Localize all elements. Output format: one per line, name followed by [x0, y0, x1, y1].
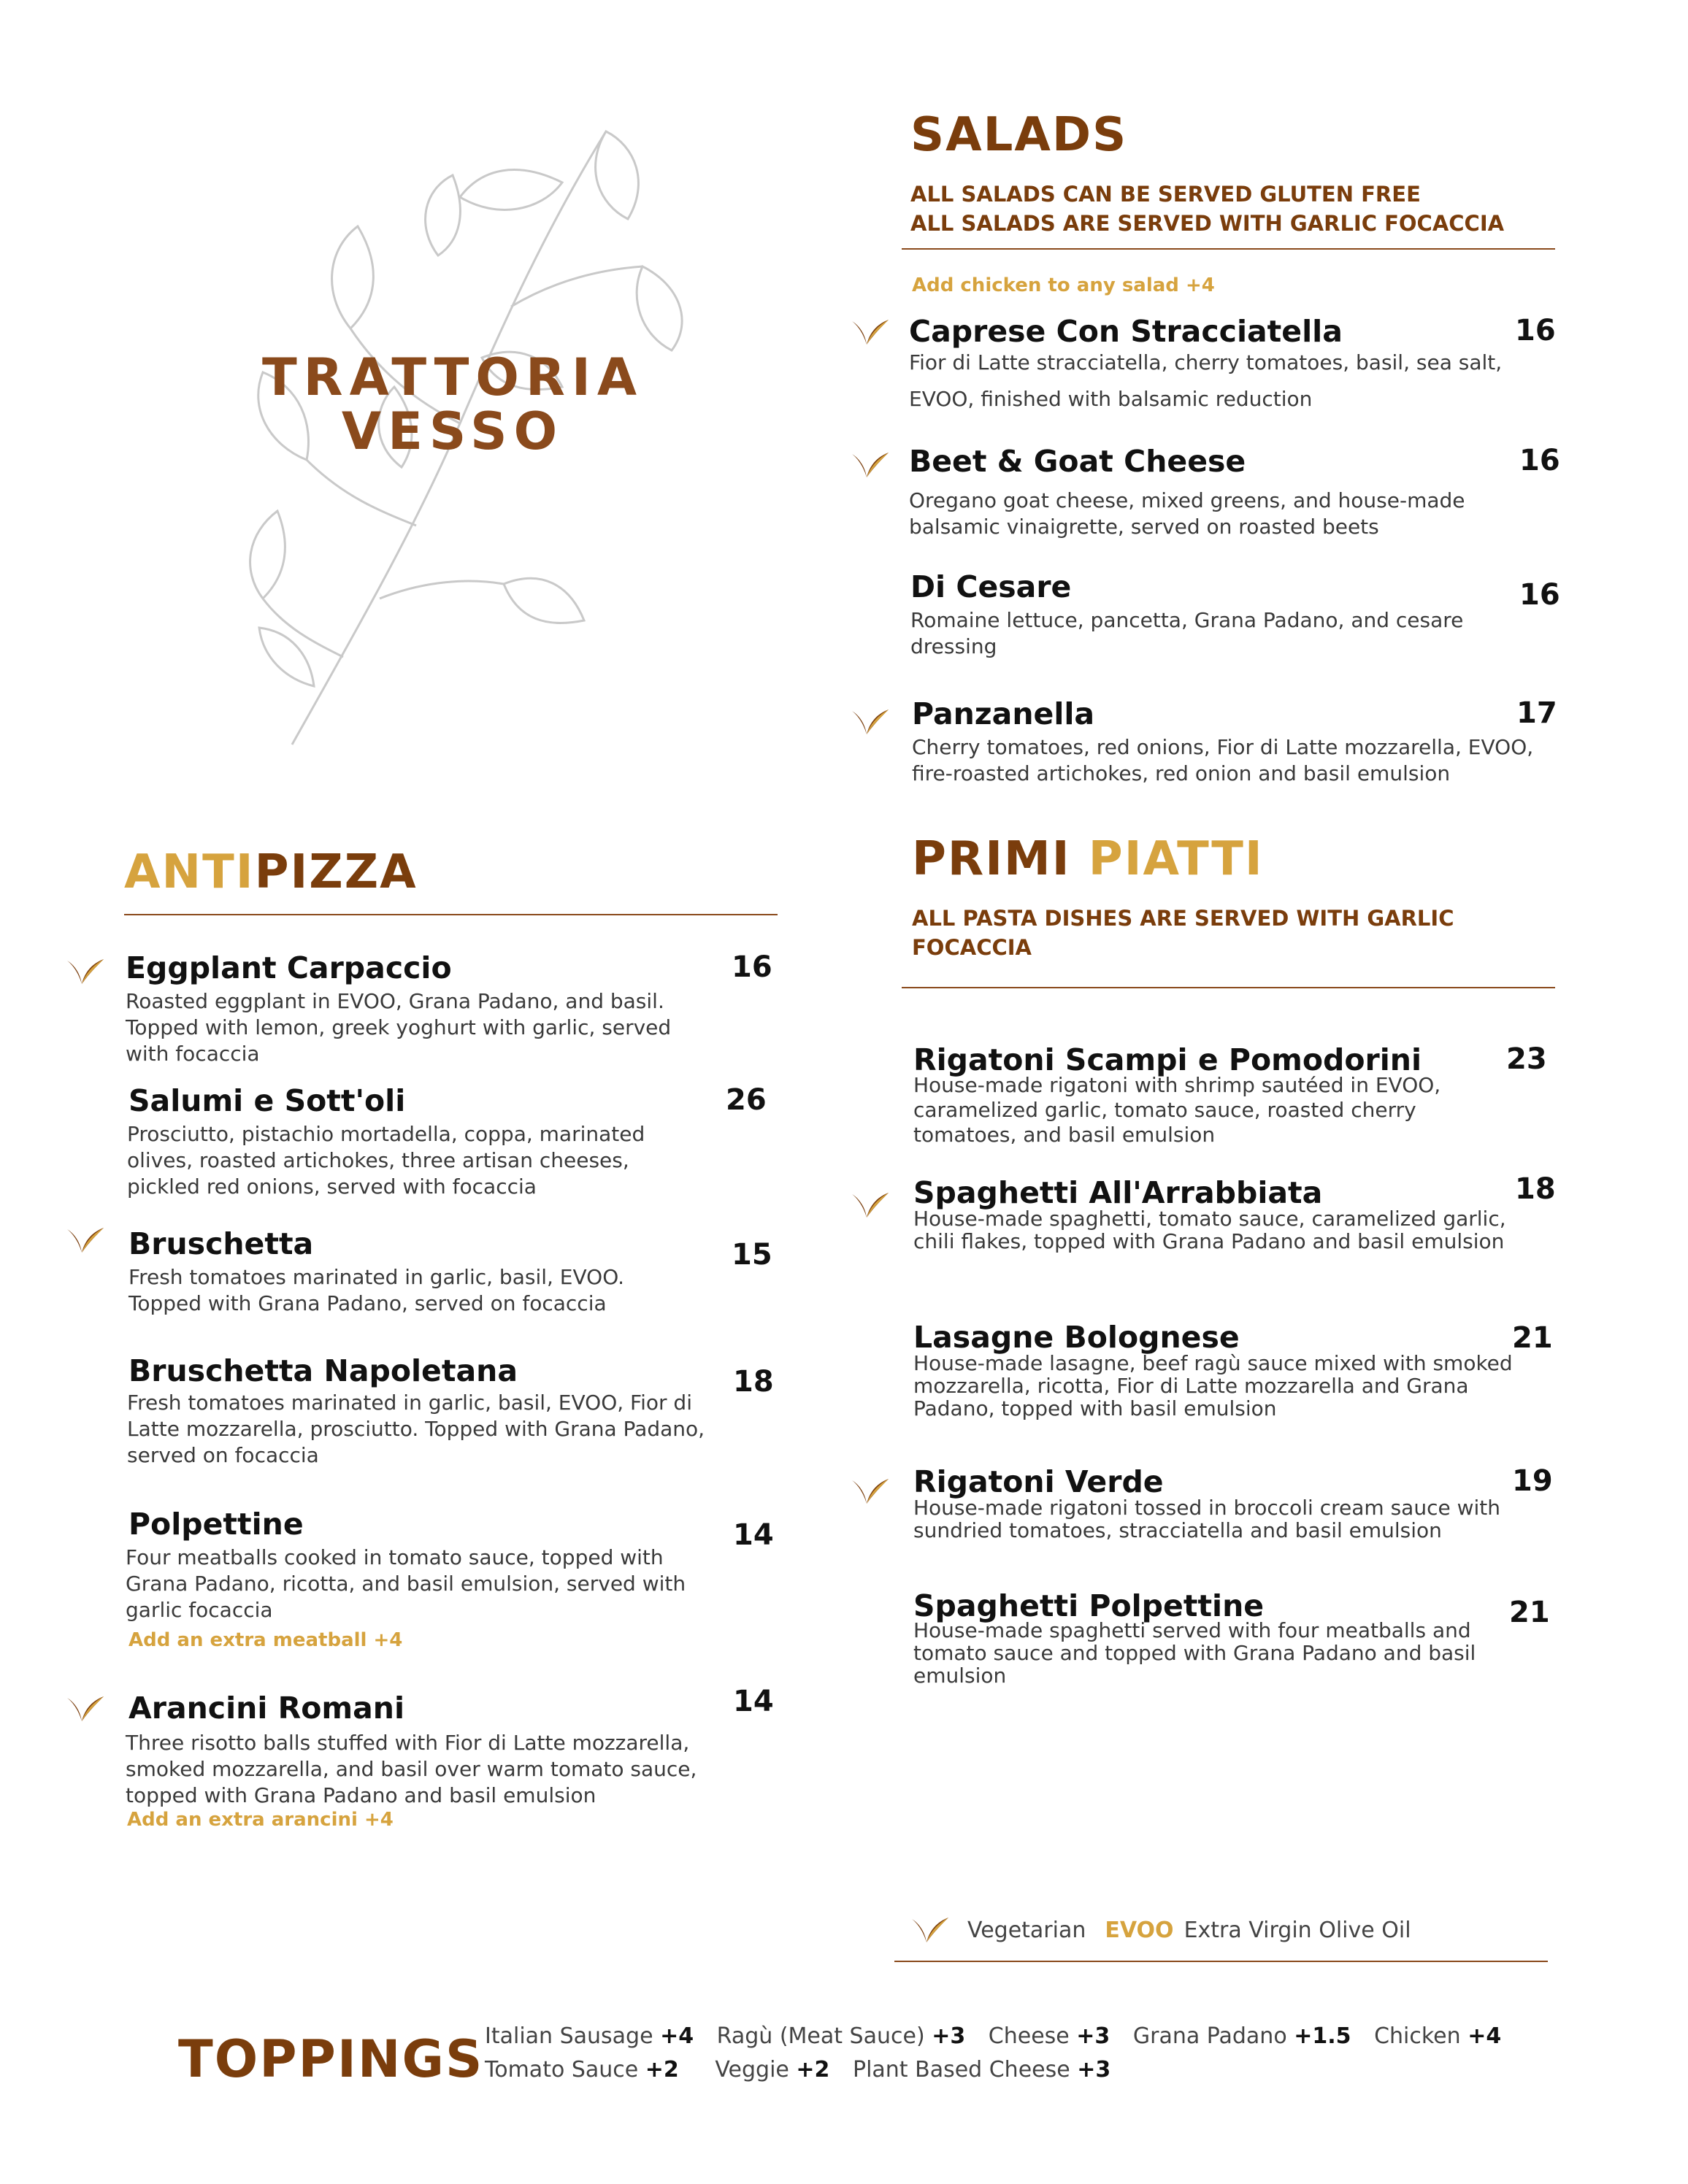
antipizza-item-price: 15 [732, 1238, 772, 1272]
legend-evoo: EVOO [1105, 1917, 1174, 1943]
primi-item-name: Rigatoni Verde [913, 1464, 1164, 1499]
primi-item-name: Spaghetti Polpettine [913, 1588, 1265, 1623]
salad-item-desc: Romaine lettuce, pancetta, Grana Padano, and cesare dressing [910, 608, 1464, 658]
antipizza-item-price: 14 [733, 1518, 774, 1552]
vegetarian-icon [64, 1692, 105, 1726]
vegetarian-icon [64, 955, 105, 988]
salad-item-name: Panzanella [912, 696, 1095, 731]
antipizza-item-name: Arancini Romani [128, 1691, 405, 1726]
antipizza-item-desc: Roasted eggplant in EVOO, Grana Padano, and basil. Topped with lemon, greek yoghurt with garlic, served with focaccia [126, 989, 672, 1066]
antipizza-title-part1: ANTI [124, 845, 255, 899]
primi-item-desc: House-made spaghetti served with four meatballs and tomato sauce and topped with Grana Padano and basil emulsion [913, 1618, 1476, 1688]
antipizza-item-name: Polpettine [128, 1507, 304, 1542]
antipizza-item-desc: Prosciutto, pistachio mortadella, coppa, marinated olives, roasted artichokes, three artisan cheeses, pickled red onions, served with focaccia [127, 1122, 645, 1199]
primi-item-desc: House-made spaghetti, tomato sauce, caramelized garlic, chili flakes, topped with Grana Padano and basil emulsion [913, 1207, 1506, 1253]
antipizza-item-desc: Three risotto balls stuffed with Fior di Latte mozzarella, smoked mozzarella, and basil over warm tomato sauce, topped with Grana Padano and basil emulsion [126, 1731, 697, 1807]
primi-item-desc: House-made lasagne, beef ragù sauce mixed with smoked mozzarella, ricotta, Fior di Latte mozzarella and Grana Padano, topped with basil emulsion [913, 1351, 1513, 1420]
salad-item-name: Caprese Con Stracciatella [909, 314, 1343, 349]
antipizza-divider [124, 914, 778, 915]
legend [909, 1910, 1411, 1950]
antipizza-addon: Add an extra arancini +4 [127, 1809, 394, 1831]
primi-item-desc: House-made rigatoni tossed in broccoli cream sauce with sundried tomatoes, stracciatella and basil emulsion [913, 1496, 1501, 1542]
primi-item-price: 21 [1512, 1321, 1553, 1355]
salads-title: SALADS [910, 108, 1128, 162]
antipizza-item-desc: Four meatballs cooked in tomato sauce, topped with Grana Padano, ricotta, and basil emulsion, served with garlic focaccia [126, 1545, 686, 1622]
primi-item-price: 21 [1509, 1596, 1550, 1629]
salad-item-price: 16 [1519, 578, 1560, 612]
antipizza-item-price: 16 [732, 950, 772, 984]
toppings-title: TOPPINGS [178, 2029, 484, 2089]
topping-item: Chicken +4 [1374, 2023, 1502, 2049]
salads-note-1: ALL SALADS CAN BE SERVED GLUTEN FREE [910, 182, 1421, 207]
primi-title [912, 832, 1264, 886]
antipizza-addon: Add an extra meatball +4 [128, 1629, 403, 1651]
toppings-row-2 [485, 2057, 1127, 2083]
antipizza-item-name: Salumi e Sott'oli [128, 1083, 406, 1118]
topping-item: Plant Based Cheese +3 [852, 2057, 1111, 2083]
vegetarian-icon [64, 1223, 105, 1257]
salad-item-desc: Cherry tomatoes, red onions, Fior di Latte mozzarella, EVOO, fire-roasted artichokes, red onion and basil emulsion [912, 735, 1534, 785]
primi-item-name: Rigatoni Scampi e Pomodorini [913, 1042, 1422, 1077]
primi-note-2: FOCACCIA [912, 935, 1032, 960]
salads-note-2: ALL SALADS ARE SERVED WITH GARLIC FOCACCIA [910, 211, 1505, 236]
primi-item-name: Lasagne Bolognese [913, 1320, 1240, 1355]
brand-line-1: TRATTORIA [261, 347, 644, 407]
primi-note-1: ALL PASTA DISHES ARE SERVED WITH GARLIC [912, 906, 1454, 931]
antipizza-item-price: 18 [733, 1365, 774, 1399]
antipizza-item-name: Eggplant Carpaccio [126, 950, 452, 985]
primi-item-price: 23 [1506, 1042, 1547, 1076]
salads-addon: Add chicken to any salad +4 [912, 274, 1215, 296]
primi-divider [902, 987, 1555, 988]
primi-item-price: 18 [1515, 1172, 1556, 1206]
antipizza-title-part2: PIZZA [254, 845, 418, 899]
salad-item-price: 16 [1519, 444, 1560, 477]
salad-item-name: Di Cesare [910, 569, 1072, 604]
vegetarian-icon [849, 1188, 890, 1222]
topping-item: Grana Padano +1.5 [1132, 2023, 1351, 2049]
vegetarian-icon [849, 448, 890, 482]
legend-vegetarian: Vegetarian [967, 1917, 1086, 1943]
vegetarian-icon [849, 1474, 890, 1508]
salad-item-desc: Oregano goat cheese, mixed greens, and house-made balsamic vinaigrette, served on roasted beets [909, 488, 1465, 539]
salads-divider [902, 248, 1555, 250]
topping-item: Veggie +2 [715, 2057, 830, 2083]
salad-item-desc: Fior di Latte stracciatella, cherry tomatoes, basil, sea salt, EVOO, finished with balsamic reduction [909, 350, 1503, 411]
salad-item-price: 17 [1516, 696, 1557, 730]
primi-item-price: 19 [1512, 1464, 1553, 1498]
topping-item: Ragù (Meat Sauce) +3 [716, 2023, 966, 2049]
topping-item: Italian Sausage +4 [485, 2023, 694, 2049]
legend-divider [894, 1961, 1548, 1962]
legend-evoo-desc: Extra Virgin Olive Oil [1183, 1917, 1411, 1943]
salad-item-name: Beet & Goat Cheese [909, 444, 1246, 479]
vegetarian-icon [909, 1913, 950, 1947]
antipizza-item-price: 26 [726, 1083, 767, 1117]
brand-line-2: VESSO [341, 401, 564, 461]
primi-title-part2: PIATTI [1088, 832, 1264, 886]
toppings-row-1 [485, 2023, 1517, 2049]
logo-area [197, 117, 708, 752]
vegetarian-icon [849, 705, 890, 739]
antipizza-item-desc: Fresh tomatoes marinated in garlic, basil, EVOO. Topped with Grana Padano, served on focaccia [128, 1265, 624, 1315]
antipizza-item-price: 14 [733, 1685, 774, 1718]
salad-item-price: 16 [1515, 314, 1556, 347]
antipizza-item-name: Bruschetta [128, 1226, 314, 1261]
vegetarian-icon [849, 315, 890, 349]
topping-item: Tomato Sauce +2 [485, 2057, 679, 2083]
topping-item: Cheese +3 [988, 2023, 1110, 2049]
antipizza-title [124, 845, 418, 899]
primi-item-desc: House-made rigatoni with shrimp sautéed in EVOO, caramelized garlic, tomato sauce, roasted cherry tomatoes, and basil emulsion [913, 1073, 1441, 1147]
primi-title-part1: PRIMI [912, 832, 1071, 886]
antipizza-item-desc: Fresh tomatoes marinated in garlic, basil, EVOO, Fior di Latte mozzarella, prosciutto. Topped with Grana Padano, served on focaccia [127, 1391, 705, 1467]
antipizza-item-name: Bruschetta Napoletana [128, 1353, 518, 1388]
primi-item-name: Spaghetti All'Arrabbiata [913, 1175, 1323, 1210]
